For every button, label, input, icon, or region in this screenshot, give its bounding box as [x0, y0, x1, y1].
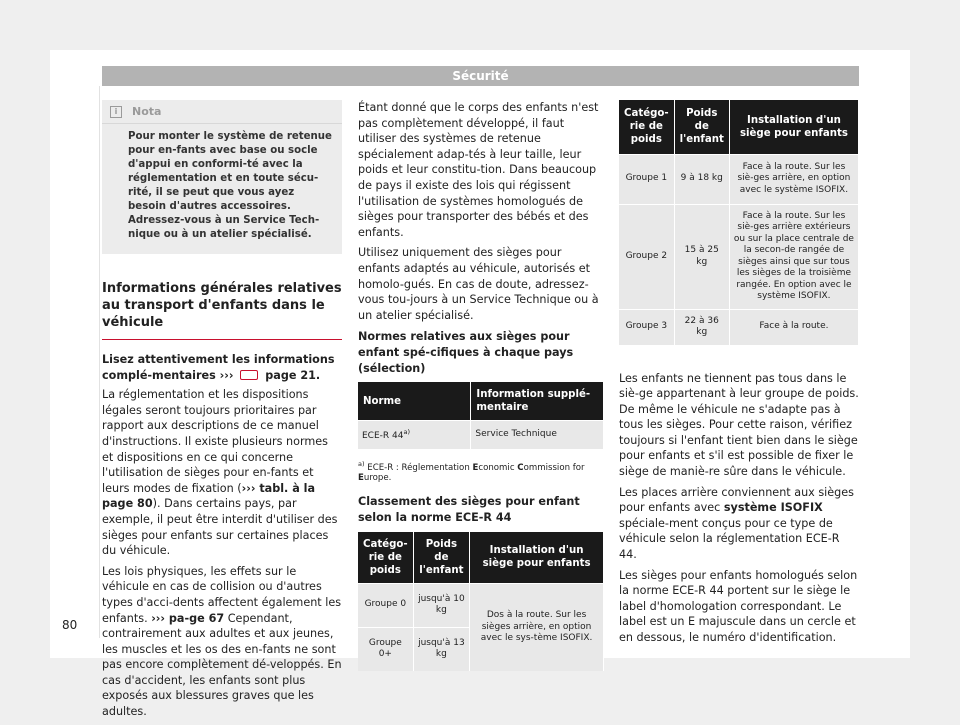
column-right [619, 100, 859, 651]
note-box [102, 100, 342, 254]
paragraph-regulations [102, 387, 342, 559]
paragraph-physics [102, 564, 342, 720]
table-header: Poids de l'enfant [674, 100, 729, 154]
chapter-header: Sécurité [102, 66, 859, 86]
table-cell: jusqu'à 10 kg [413, 583, 469, 627]
table-cell: 9 à 18 kg [674, 154, 729, 204]
table-header-row [619, 100, 859, 154]
table-cell: Face à la route. Sur les siè-ges arrière extérieurs ou sur la place centrale de la secon-de rangée de sièges ainsi que sur tous les sièges de la troisième rangée. En option avec le système ISOFIX. [729, 204, 858, 309]
table-cell: Groupe 0 [358, 583, 413, 627]
lead-page-link[interactable]: page 21. [265, 368, 321, 382]
table-cell: Groupe 1 [619, 154, 674, 204]
footnote-text: conomic [478, 462, 518, 473]
footnote-text: ommission for [523, 462, 585, 473]
table-row [619, 204, 859, 309]
table-cell: Groupe 2 [619, 204, 674, 309]
page-number: 80 [62, 618, 78, 632]
table-reference-link[interactable]: ››› tabl. à la page 80 [102, 481, 316, 511]
classification-table [358, 532, 604, 672]
paragraph-text: ). Dans certains pays, par exemple, il peut être interdit d'utiliser des sièges pour enfants sur certaines places du véhicule. [102, 497, 338, 558]
paragraph-approved-seats: Utilisez uniquement des sièges pour enfants adaptés au véhicule, autorisés et homolo-gués. En cas de doute, adressez-vous tou-jours à un Service Technique ou à un atelier spécialisé. [358, 246, 599, 322]
table-row [358, 583, 604, 627]
footnote [358, 459, 604, 485]
paragraph-text: Les lois physiques, les effets sur le véhicule en cas de collision ou d'autres types d'acci-dents affectent également les enfants. [102, 564, 342, 625]
paragraph-text: spéciale-ment conçus pour ce type de véhicule selon la réglementation ECE-R 44. [619, 516, 840, 562]
paragraph-label: Les sièges pour enfants homologués selon la norme ECE-R 44 portent sur le siège le label d'homologation correspondant. Le label est un E majuscule dans un cercle et en dessous, le numéro d'identification. [619, 568, 858, 644]
table-cell: jusqu'à 13 kg [413, 627, 469, 671]
paragraph-text: La réglementation et les dispositions légales seront toujours prioritaires par rapport aux descriptions de ce manuel d'instructions. Il existe plusieurs normes et dispositions en ce qui concerne l'utilisation de sièges pour en-fants et leurs modes de fixation ( [102, 388, 328, 495]
column-left [102, 100, 342, 725]
table-header: Information supplé-mentaire [471, 382, 604, 421]
isofix-term: système ISOFIX [723, 501, 823, 515]
table-cell [358, 421, 471, 449]
note-label: Nota [132, 104, 162, 118]
footnote-marker: a) [403, 428, 411, 437]
note-text: Pour monter le système de retenue pour en-fants avec base ou socle d'appui en conformi-té avec la réglementation et en toute sécu-rité, il se peut que vous ayez besoin d'autres accessoires. Adressez-vous à un Service Tech-nique ou à un atelier spécialisé. [128, 131, 332, 240]
table-header: Installation d'un siège pour enfants [729, 100, 858, 154]
table-cell: Face à la route. Sur les siè-ges arrière, en option avec le système ISOFIX. [729, 154, 858, 204]
table-row [619, 309, 859, 345]
table-row [619, 154, 859, 204]
table-header-row [358, 532, 604, 584]
table-cell: Groupe 3 [619, 309, 674, 345]
paragraph-fit-check: Les enfants ne tiennent pas tous dans le siè-ge appartenant à leur groupe de poids. De même le véhicule ne s'adapte pas à tous les sièges. Pour cette raison, vérifiez toujours si l'enfant tient bien dans le siège pour enfants et s'il est possible de fixer le siège de maniè-re sûre dans le véhicule. [619, 371, 859, 479]
footnote-text: ECE-R : Réglementation [367, 462, 473, 473]
note-header [102, 100, 342, 124]
footnote-initial: E [472, 462, 479, 473]
lead-text: Lisez attentivement les informations complé-mentaires ››› [102, 353, 335, 382]
page-margin [90, 86, 100, 638]
table-row [358, 421, 604, 449]
footnote-initial: E [358, 473, 364, 484]
footnote-text: urope. [363, 473, 392, 484]
table-header-row [358, 382, 604, 421]
classification-table-continued [619, 100, 859, 345]
table-cell: 15 à 25 kg [674, 204, 729, 309]
table-cell: 22 à 36 kg [674, 309, 729, 345]
footnote-initial: C [517, 462, 524, 473]
paragraph-text: Les places arrière conviennent aux sièges pour enfants avec [619, 485, 854, 515]
column-middle [358, 100, 604, 671]
table-cell: Groupe 0+ [358, 627, 413, 671]
info-icon: i [110, 106, 122, 118]
table-header: Catégo-rie de poids [619, 100, 674, 154]
table-header: Norme [358, 382, 471, 421]
table-cell: Service Technique [471, 421, 604, 449]
page-reference-link[interactable]: ››› pa-ge 67 [151, 611, 225, 625]
table-header: Poids de l'enfant [413, 532, 469, 584]
lead-paragraph [102, 352, 342, 383]
paragraph-body-development: Étant donné que le corps des enfants n'est pas complètement développé, il faut utiliser des systèmes de retenue spécialement adap-tés à leur taille, leur poids et leur constitu-tion. Dans beaucoup de pays il existe des lois qui régissent l'utilisation de systèmes homologués de sièges pour transporter des bébés et des enfants. [358, 101, 599, 239]
child-seat-reference-icon [240, 370, 258, 380]
section-title: Informations générales relatives au transport d'enfants dans le véhicule [102, 280, 342, 340]
table-cell: Face à la route. [729, 309, 858, 345]
table-cell: Dos à la route. Sur les sièges arrière, en option avec le sys-tème ISOFIX. [470, 583, 604, 671]
table-header: Catégo-rie de poids [358, 532, 413, 584]
norm-value: ECE-R 44 [362, 431, 404, 442]
classification-table-title: Classement des sièges pour enfant selon la norme ECE-R 44 [358, 495, 580, 525]
paragraph-isofix [619, 485, 859, 563]
table-header: Installation d'un siège pour enfants [470, 532, 604, 584]
norms-table [358, 382, 604, 449]
footnote-marker: a) [358, 459, 365, 468]
paragraph-text: Cependant, contrairement aux adultes et aux jeunes, les muscles et les os des en-fants ne sont pas encore complètement dé-veloppés. En cas d'accident, les enfants sont plus exposés aux blessures graves que les adultes. [102, 611, 342, 719]
norms-table-title: Normes relatives aux sièges pour enfant spé-cifiques à chaque pays (sélection) [358, 330, 574, 375]
